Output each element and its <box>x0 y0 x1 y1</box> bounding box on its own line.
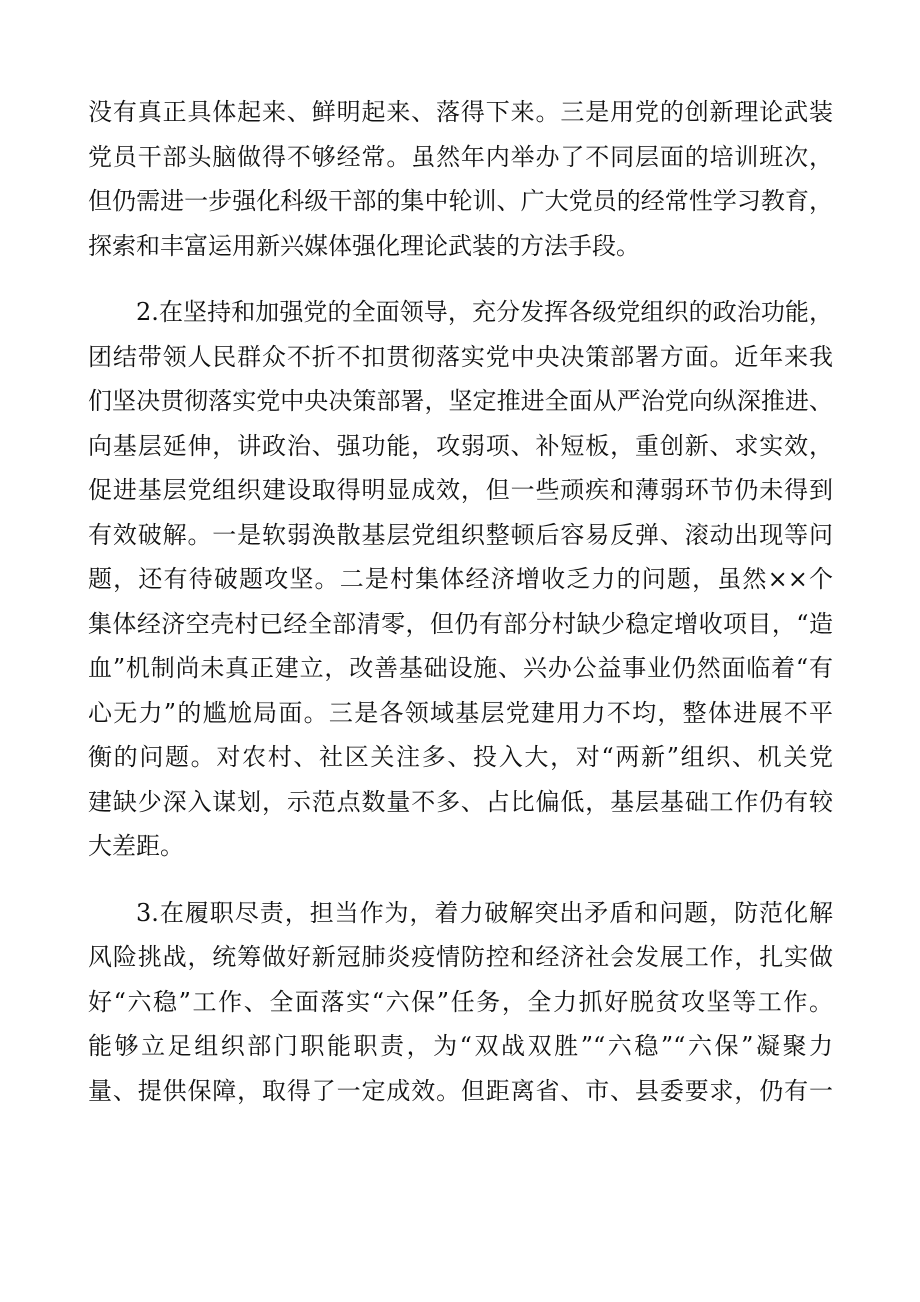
text-line: 血”机制尚未真正建立，改善基础设施、兴办公益事业仍然面临着“有 <box>88 654 833 682</box>
text-line: 党员干部头脑做得不够经常。虽然年内举办了不同层面的培训班次， <box>88 142 833 171</box>
paragraph-3 <box>88 891 833 1114</box>
text-line: 探索和丰富运用新兴媒体强化理论武装的方法手段。 <box>88 231 640 260</box>
text-line: 集体经济空壳村已经全部清零，但仍有部分村缺少稳定增收项目，“造 <box>88 609 833 638</box>
paragraph-1 <box>88 90 833 268</box>
text-line: 大差距。 <box>88 832 184 860</box>
text-line: 但仍需进一步强化科级干部的集中轮训、广大党员的经常性学习教育， <box>88 187 833 215</box>
text-line: 能够立足组织部门职能职责，为“双战双胜”“六稳”“六保”凝聚力 <box>88 1032 833 1060</box>
text-line: 2.在坚持和加强党的全面领导，充分发挥各级党组织的政治功能， <box>136 298 833 326</box>
text-line: 好“六稳”工作、全面落实“六保”任务，全力抓好脱贫攻坚等工作。 <box>88 987 833 1016</box>
text-line: 量、提供保障，取得了一定成效。但距离省、市、县委要求，仍有一 <box>88 1076 833 1105</box>
text-line: 题，还有待破题攻坚。二是村集体经济增收乏力的问题，虽然××个 <box>88 565 833 593</box>
text-line: 建缺少深入谋划，示范点数量不多、占比偏低，基层基础工作仍有较 <box>88 787 833 816</box>
text-line: 有效破解。一是软弱涣散基层党组织整顿后容易反弹、滚动出现等问 <box>88 520 833 549</box>
text-line: 促进基层党组织建设取得明显成效，但一些顽疾和薄弱环节仍未得到 <box>88 476 833 504</box>
text-line: 没有真正具体起来、鲜明起来、落得下来。三是用党的创新理论武装 <box>88 98 833 126</box>
document-page <box>88 90 833 1135</box>
text-line: 3.在履职尽责，担当作为，着力破解突出矛盾和问题，防范化解 <box>136 898 833 927</box>
text-line: 衡的问题。对农村、社区关注多、投入大，对“两新”组织、机关党 <box>88 743 833 771</box>
text-line: 风险挑战，统筹做好新冠肺炎疫情防控和经济社会发展工作，扎实做 <box>88 943 833 971</box>
text-line: 心无力”的尴尬局面。三是各领域基层党建用力不均，整体进展不平 <box>88 698 833 727</box>
paragraph-2 <box>88 290 833 869</box>
text-line: 向基层延伸，讲政治、强功能，攻弱项、补短板，重创新、求实效， <box>88 431 833 460</box>
text-line: 团结带领人民群众不折不扣贯彻落实党中央决策部署方面。近年来我 <box>88 342 833 371</box>
text-line: 们坚决贯彻落实党中央决策部署，坚定推进全面从严治党向纵深推进、 <box>88 387 833 415</box>
